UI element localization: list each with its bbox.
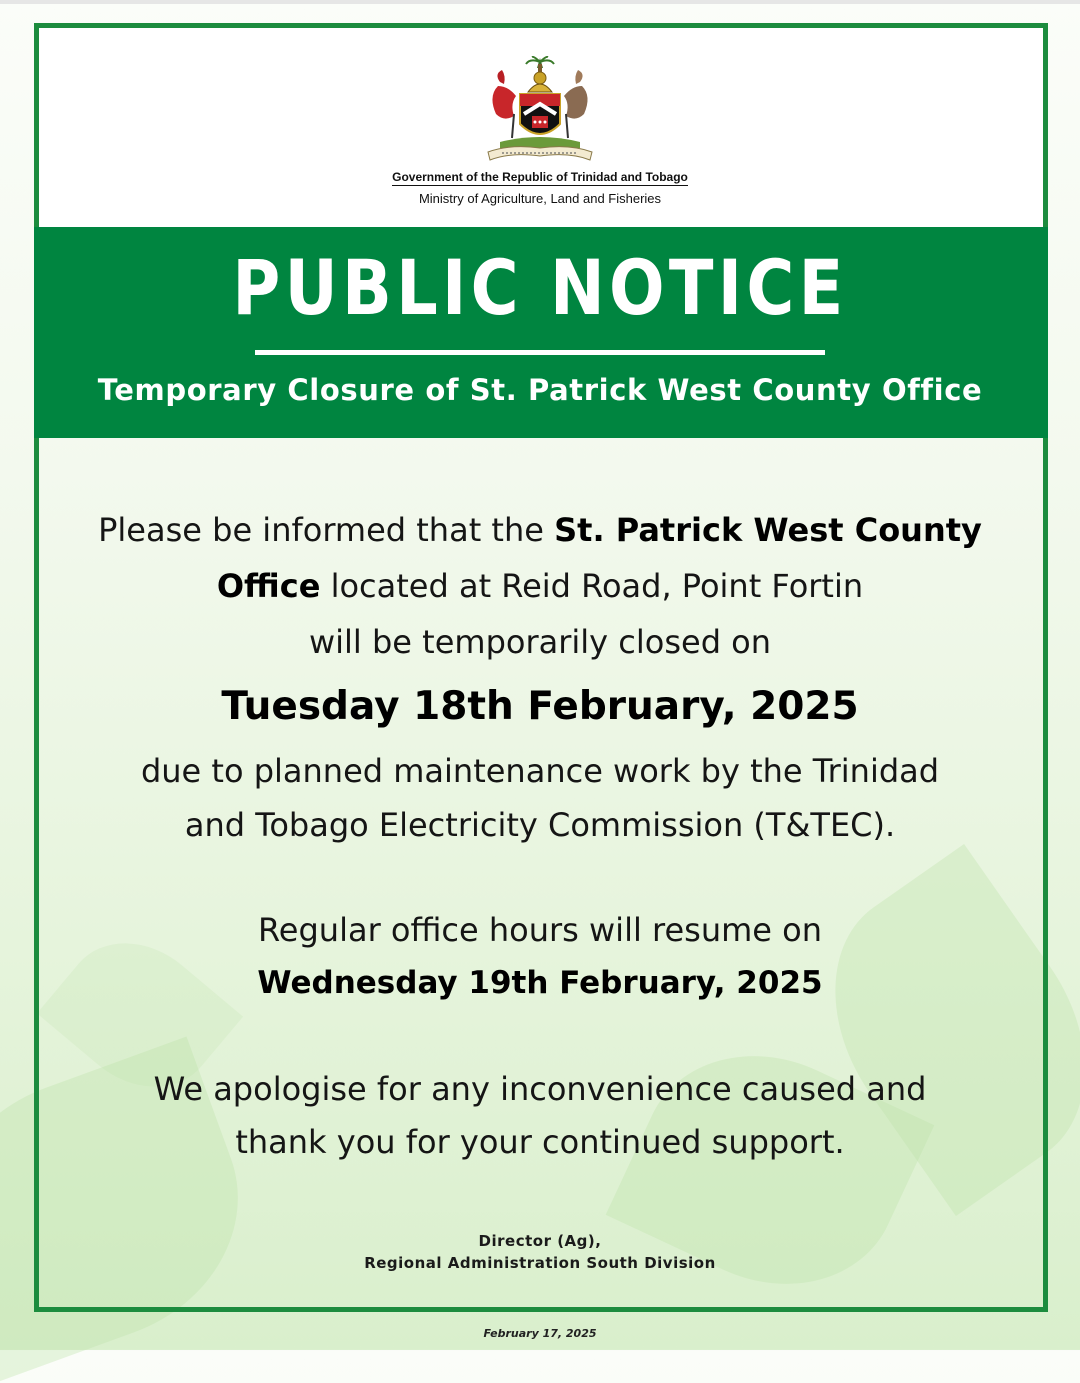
notice-line-1: Please be informed that the St. Patrick West County (98, 511, 982, 549)
coat-of-arms-icon (480, 56, 600, 166)
top-strip (0, 0, 1080, 4)
signature-title: Director (Ag), (478, 1232, 602, 1250)
resume-date: Wednesday 19th February, 2025 (257, 965, 823, 1001)
notice-line-5: and Tobago Electricity Commission (T&TEC). (184, 806, 896, 844)
ministry-name: Ministry of Agriculture, Land and Fisheries (418, 191, 662, 206)
notice-line-3: will be temporarily closed on (308, 623, 772, 661)
page-title: PUBLIC NOTICE (232, 243, 848, 332)
closure-date: Tuesday 18th February, 2025 (221, 684, 859, 729)
notice-date: February 17, 2025 (483, 1327, 597, 1340)
notice-line-2: Office located at Reid Road, Point Fortin (216, 567, 864, 605)
apology-line-1: We apologise for any inconvenience caused and (153, 1070, 927, 1108)
resume-line: Regular office hours will resume on (257, 911, 822, 949)
notice-line-4: due to planned maintenance work by the Trinidad (140, 752, 940, 790)
notice-subtitle: Temporary Closure of St. Patrick West County Office (97, 373, 983, 407)
apology-line-2: thank you for your continued support. (235, 1123, 845, 1161)
title-divider (255, 350, 825, 355)
signature-division: Regional Administration South Division (364, 1254, 716, 1272)
government-name: Government of the Republic of Trinidad and Tobago (392, 170, 688, 184)
